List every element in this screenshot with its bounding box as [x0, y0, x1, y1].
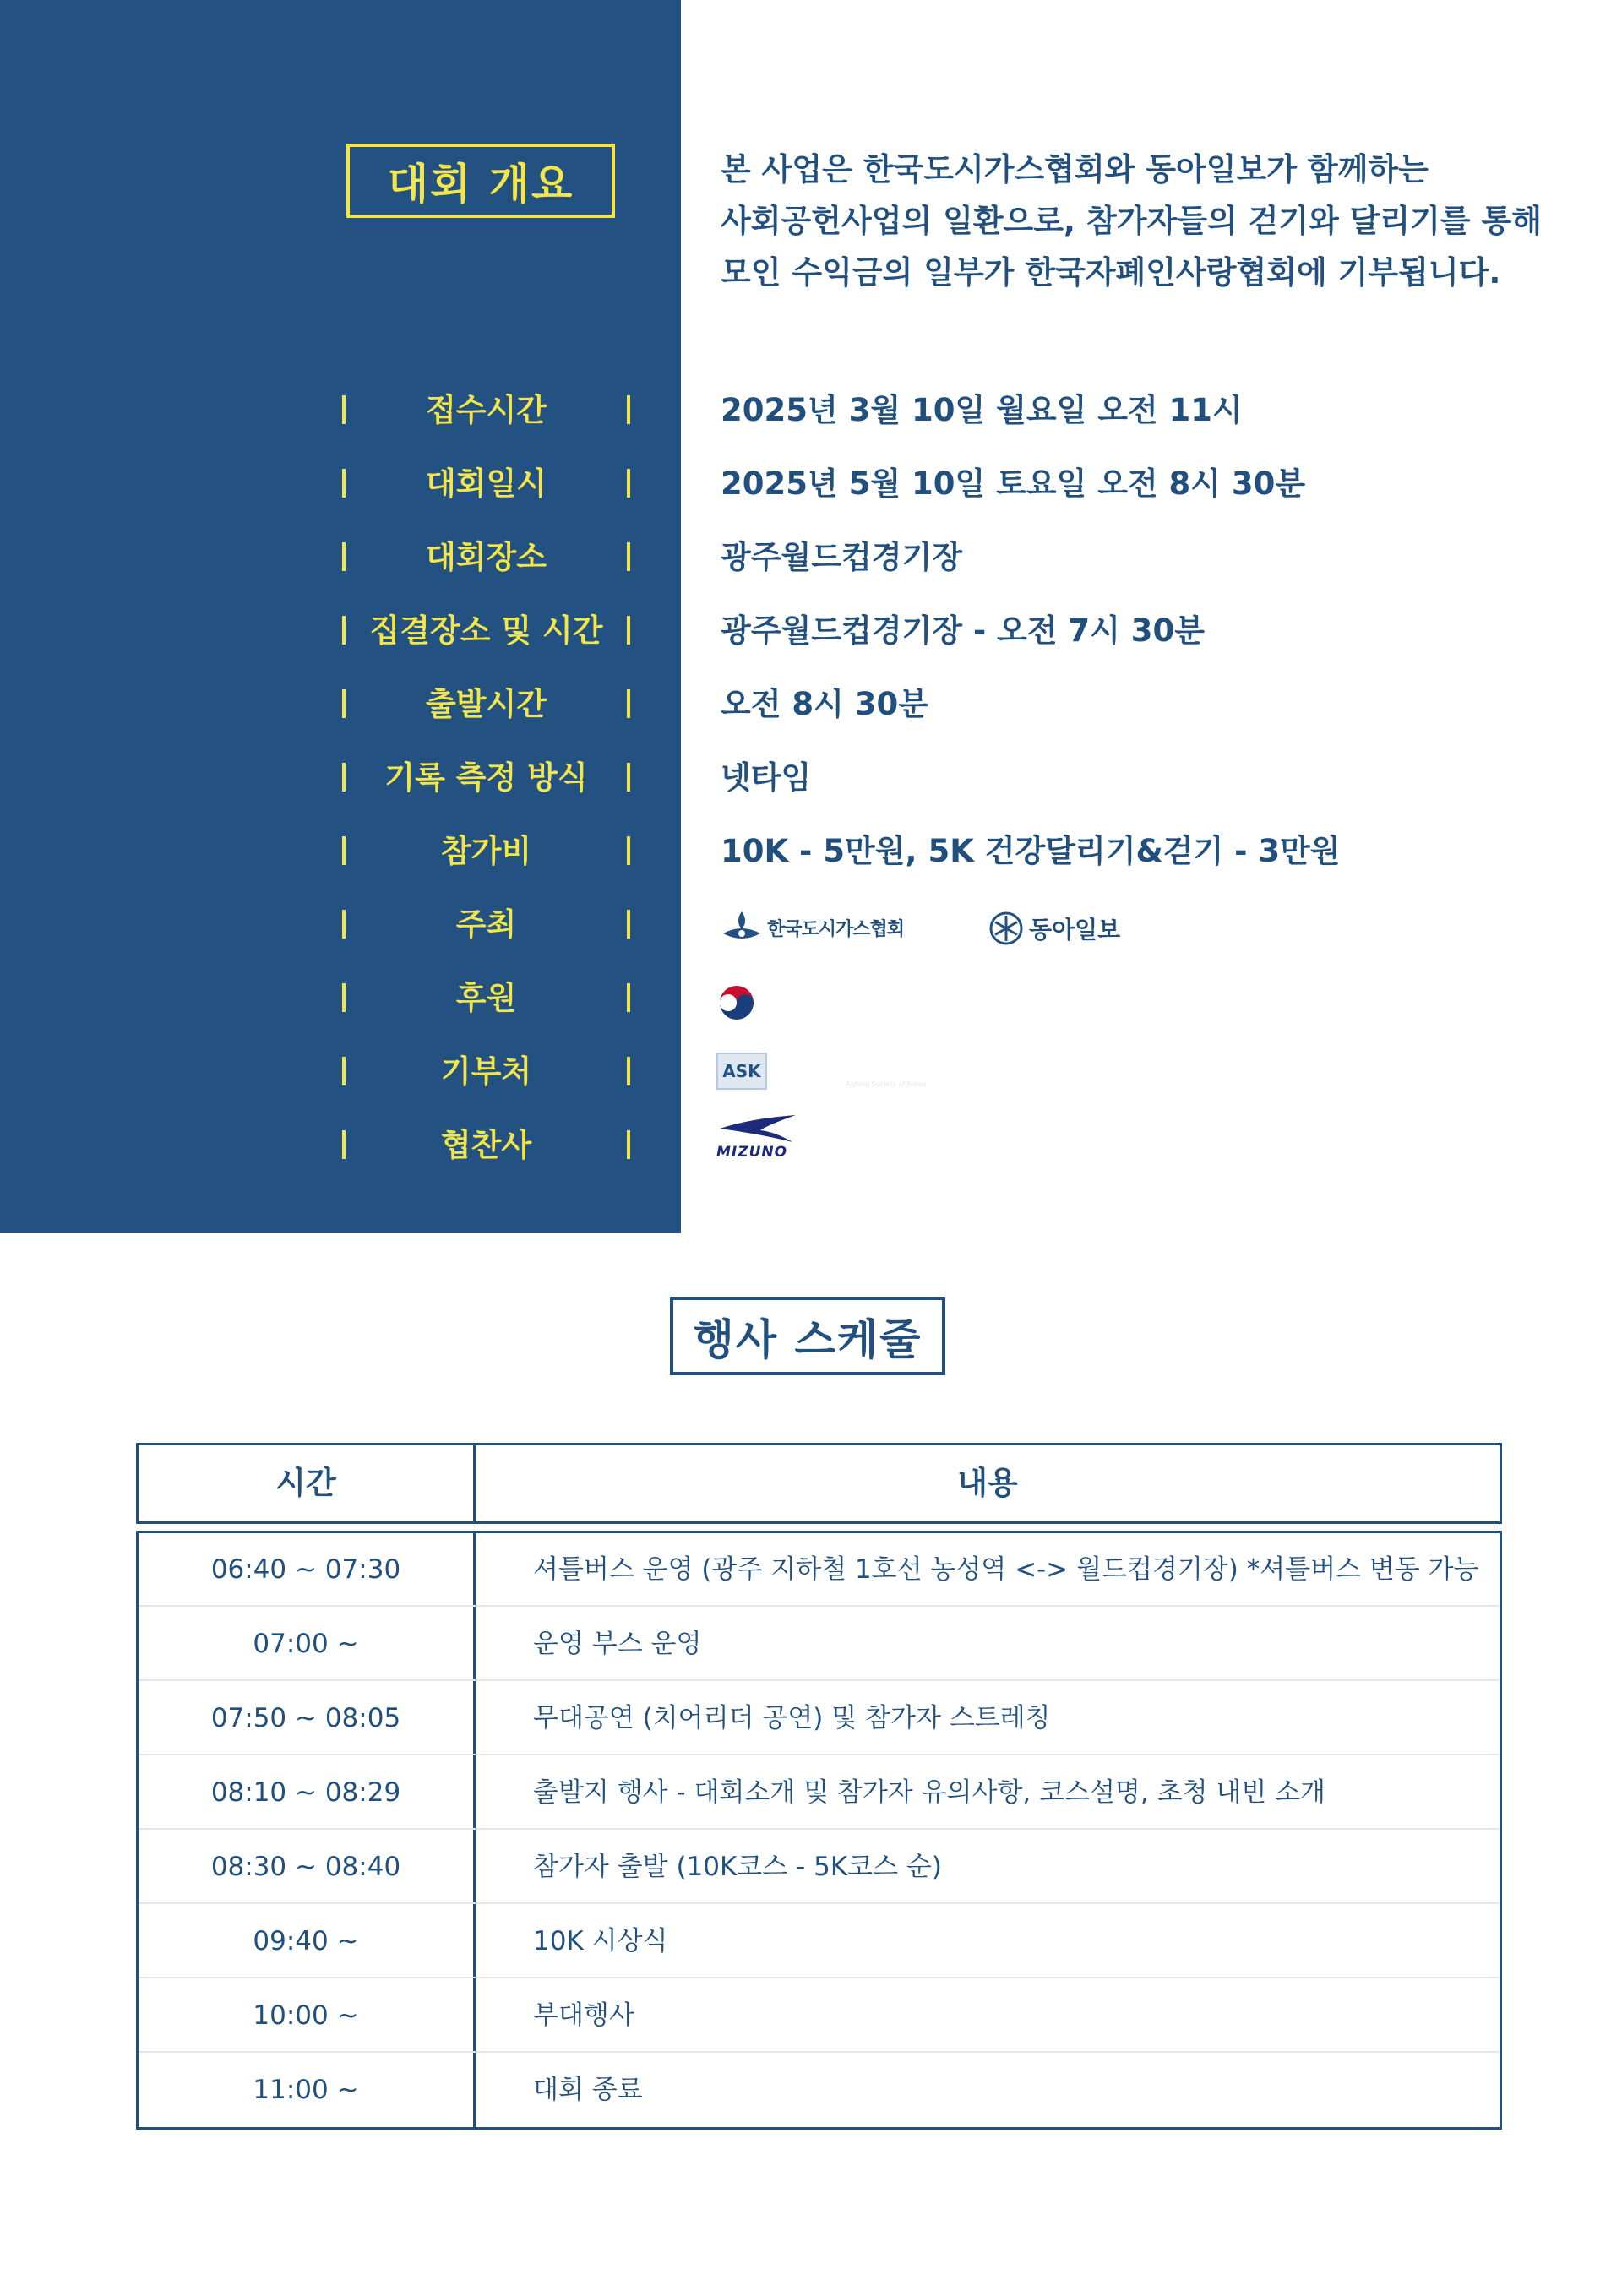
kcga-logo-text: 한국도시가스협회 — [767, 918, 905, 940]
info-value: 2025년 3월 10일 월요일 오전 11시 — [721, 392, 1243, 428]
bracket-right — [627, 689, 630, 718]
schedule-table — [136, 1531, 1502, 2130]
ask-logo-subtext: Autism Society of Korea — [846, 1080, 927, 1088]
bracket-right — [627, 1130, 630, 1159]
table-row — [139, 1682, 1500, 1755]
table-row — [139, 1979, 1500, 2053]
ask-logo — [716, 1052, 927, 1091]
info-value: 2025년 5월 10일 토요일 오전 8시 30분 — [721, 465, 1306, 502]
info-row-gathering — [0, 606, 1622, 656]
bracket-right — [627, 395, 630, 424]
bracket-right — [627, 616, 630, 645]
table-row — [139, 1608, 1500, 1681]
header-time: 시간 — [275, 1465, 336, 1501]
info-value: 광주월드컵경기장 - 오전 7시 30분 — [721, 612, 1206, 649]
bracket-right — [627, 763, 630, 792]
row-content: 운영 부스 운영 — [533, 1629, 702, 1659]
schedule-table-header — [136, 1443, 1502, 1524]
row-content: 대회 종료 — [533, 2075, 643, 2105]
intro-line: 모인 수익금의 일부가 한국자폐인사랑협회에 기부됩니다. — [721, 254, 1501, 291]
kcga-logo — [720, 908, 904, 947]
row-time: 09:40 ~ — [253, 1926, 359, 1956]
info-label: 출발시간 — [426, 686, 547, 722]
overview-intro — [721, 144, 1599, 298]
intro-line: 사회공헌사업의 일환으로, 참가자들의 걷기와 달리기를 통해 — [721, 203, 1543, 239]
bracket-right — [627, 542, 630, 571]
row-divider — [139, 1902, 1500, 1904]
ask-logo-textblock — [772, 1055, 927, 1088]
info-value: 넷타임 — [721, 759, 812, 796]
info-label: 협찬사 — [440, 1127, 532, 1163]
info-label: 기록 측정 방식 — [384, 759, 588, 796]
info-row-venue — [0, 532, 1622, 583]
info-label: 대회장소 — [426, 539, 547, 575]
row-content: 셔틀버스 운영 (광주 지하철 1호선 농성역 <-> 월드컵경기장) *셔틀버스 변동 가능 — [533, 1554, 1479, 1585]
info-value: 광주월드컵경기장 — [721, 539, 962, 575]
motie-logo-text: 산업통상자원부 — [764, 993, 890, 1015]
motie-logo — [716, 982, 890, 1023]
info-label: 후원 — [455, 980, 517, 1016]
bracket-right — [627, 836, 630, 865]
row-time: 07:50 ~ 08:05 — [210, 1703, 401, 1733]
row-content: 부대행사 — [533, 2000, 634, 2031]
row-divider — [139, 1605, 1500, 1607]
row-content: 10K 시상식 — [533, 1926, 668, 1956]
row-time: 11:00 ~ — [253, 2075, 359, 2105]
info-label: 대회일시 — [426, 465, 547, 502]
row-divider — [139, 2051, 1500, 2053]
info-row-partner — [0, 1120, 1622, 1171]
snowflake-icon — [988, 911, 1024, 946]
overview-title: 대회 개요 — [346, 144, 615, 218]
mizuno-logo-text: MIZUNO — [716, 1144, 788, 1161]
info-row-registration — [0, 385, 1622, 436]
row-time: 07:00 ~ — [253, 1629, 359, 1659]
info-label: 집결장소 및 시간 — [369, 612, 603, 649]
gas-flame-icon — [720, 908, 764, 947]
intro-line: 본 사업은 한국도시가스협회와 동아일보가 함께하는 — [721, 151, 1429, 188]
row-time: 10:00 ~ — [253, 2000, 359, 2031]
row-divider — [139, 1754, 1500, 1755]
info-label: 참가비 — [440, 833, 532, 869]
info-label: 접수시간 — [426, 392, 547, 428]
mizuno-runbird-icon — [716, 1113, 799, 1144]
taegeuk-icon — [716, 982, 757, 1023]
row-divider — [139, 1679, 1500, 1681]
schedule-title: 행사 스케줄 — [670, 1297, 945, 1375]
bracket-right — [627, 910, 630, 939]
info-value: 오전 8시 30분 — [721, 686, 928, 722]
info-row-fee — [0, 826, 1622, 877]
mizuno-logo — [716, 1113, 799, 1166]
header-content: 내용 — [473, 1445, 1500, 1521]
table-row — [139, 1831, 1500, 1904]
row-time: 08:10 ~ 08:29 — [210, 1777, 401, 1808]
row-content: 출발지 행사 - 대회소개 및 참가자 유의사항, 코스설명, 초청 내빈 소개 — [533, 1777, 1325, 1808]
ask-logo-text: 한국자폐인사랑협회 — [772, 1058, 927, 1079]
row-content: 무대공연 (치어리더 공연) 및 참가자 스트레칭 — [533, 1703, 1051, 1733]
donga-logo — [988, 911, 1120, 946]
donga-logo-text: 동아일보 — [1029, 916, 1121, 944]
info-label: 기부처 — [440, 1053, 532, 1090]
info-row-timing — [0, 753, 1622, 803]
ask-logo-mark: ASK — [716, 1053, 767, 1090]
row-time: 06:40 ~ 07:30 — [210, 1554, 401, 1585]
row-time: 08:30 ~ 08:40 — [210, 1852, 401, 1882]
info-label: 주최 — [455, 906, 517, 943]
table-row — [139, 2054, 1500, 2127]
table-row — [139, 1533, 1500, 1607]
bracket-right — [627, 469, 630, 498]
bracket-right — [627, 1057, 630, 1085]
info-value: 10K - 5만원, 5K 건강달리기&걷기 - 3만원 — [721, 833, 1341, 869]
table-row — [139, 1905, 1500, 1978]
info-row-date — [0, 459, 1622, 509]
info-row-start-time — [0, 679, 1622, 730]
row-content: 참가자 출발 (10K코스 - 5K코스 순) — [533, 1852, 942, 1882]
row-divider — [139, 1828, 1500, 1830]
bracket-right — [627, 983, 630, 1012]
row-divider — [139, 1977, 1500, 1978]
table-row — [139, 1756, 1500, 1830]
